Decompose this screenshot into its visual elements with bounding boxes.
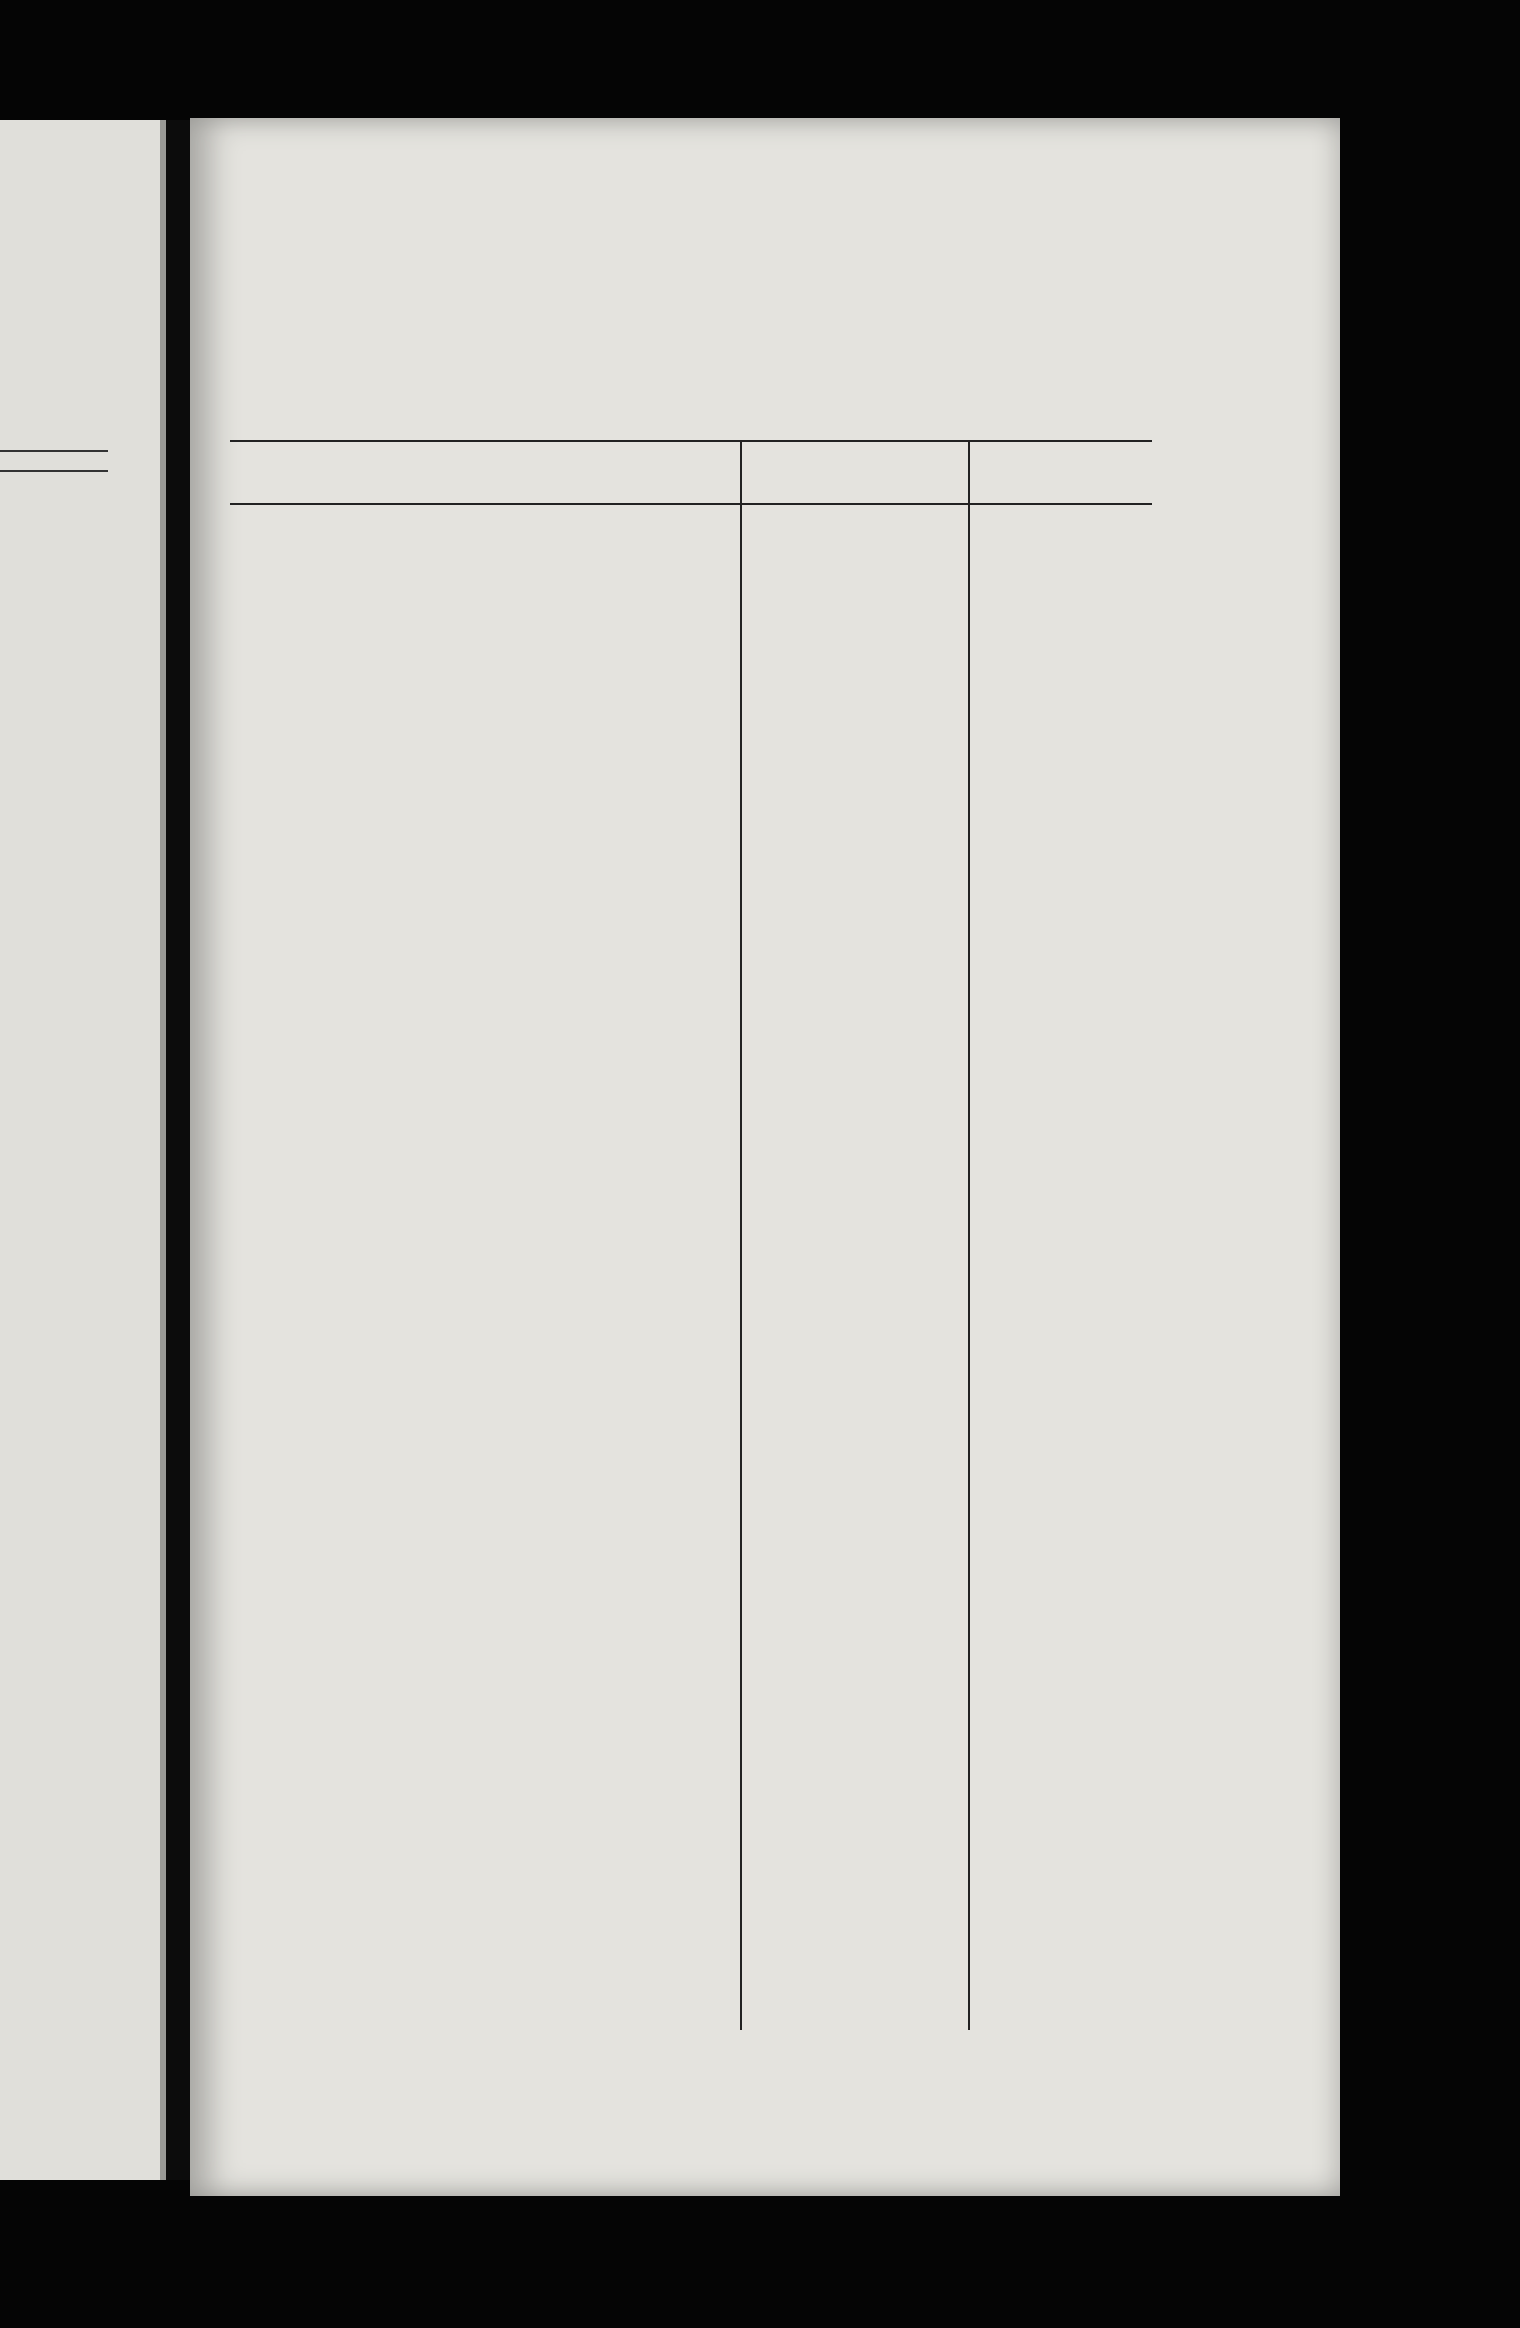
header-top-rule (230, 440, 1152, 442)
residence-column-divider (968, 440, 970, 2030)
header-bottom-rule (230, 503, 1152, 505)
left-shares-header (0, 450, 108, 472)
names-column-divider (740, 440, 742, 2030)
right-page (190, 118, 1340, 2196)
left-page (0, 120, 166, 2180)
book-gutter (166, 120, 190, 2180)
